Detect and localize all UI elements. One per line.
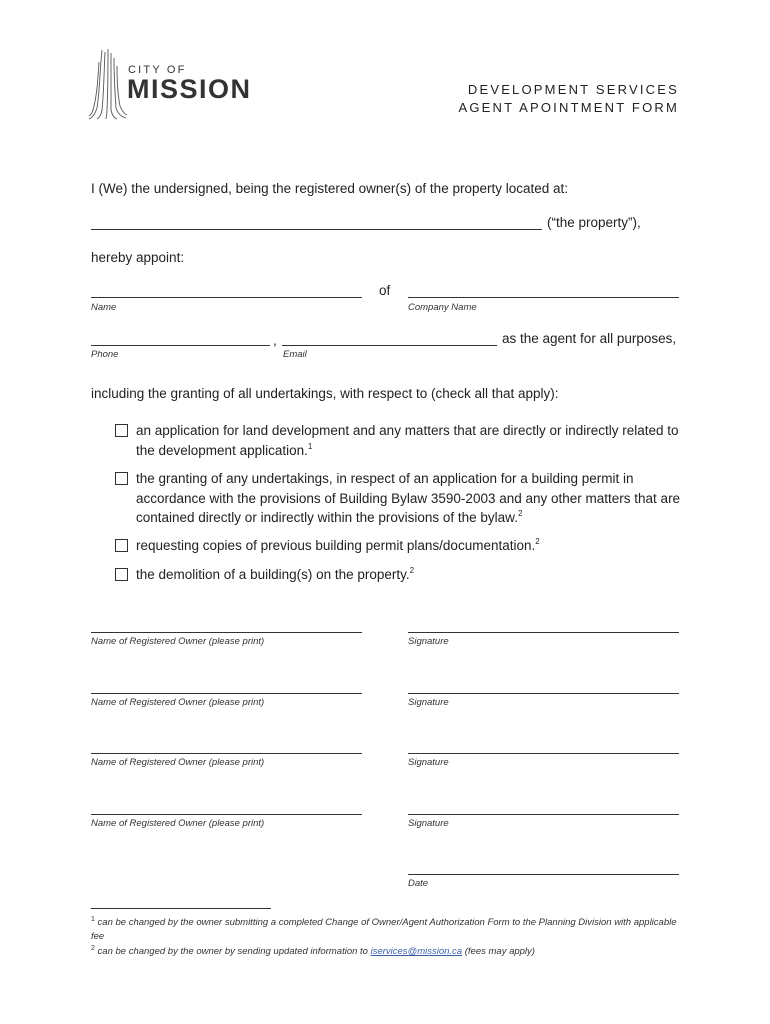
intro-text: I (We) the undersigned, being the registered owner(s) of the property located at: [91, 181, 569, 196]
owner-name-field-4[interactable] [91, 814, 362, 815]
signature-label-4: Signature [408, 818, 449, 829]
including-text: including the granting of all undertakings, with respect to (check all that apply): [91, 386, 559, 401]
checkbox-building-permit[interactable] [115, 472, 128, 485]
logo-city-of-text: CITY OF [128, 64, 187, 76]
email-label: Email [283, 349, 307, 360]
owner-name-field-2[interactable] [91, 693, 362, 694]
agent-name-field[interactable] [91, 297, 362, 298]
owner-name-label-1: Name of Registered Owner (please print) [91, 636, 265, 647]
phone-label: Phone [91, 349, 119, 360]
checkbox-land-development[interactable] [115, 424, 128, 437]
signature-field-4[interactable] [408, 814, 679, 815]
owner-name-field-1[interactable] [91, 632, 362, 633]
phone-field[interactable] [91, 345, 270, 346]
footnote-1: $^1$ can be changed by the owner submitting a completed Change of Owner/Agent Authorization Form to the Planning Division with applicable fee [91, 916, 677, 942]
header-department: DEVELOPMENT SERVICES [467, 82, 679, 97]
option-building-permit: the granting of any undertakings, in respect of an application for a building permit in accordance with the provisions of Building Bylaw 3590-2003 and any other matters that are contained directly or indirectly within the provisions of the bylaw.$^2$ [136, 471, 681, 525]
footnote-2: $^2$ can be changed by the owner by sending updated information to iservices@mission.ca (fees may apply) [91, 945, 535, 957]
of-text: of [379, 283, 391, 298]
footnote-divider [91, 908, 271, 909]
company-name-field[interactable] [408, 297, 679, 298]
hereby-appoint-text: hereby appoint: [91, 250, 185, 265]
header-form-title: AGENT APOINTMENT FORM [458, 100, 679, 115]
date-field[interactable] [408, 874, 679, 875]
date-label: Date [408, 878, 429, 889]
company-name-label: Company Name [408, 302, 477, 313]
checkbox-demolition[interactable] [115, 568, 128, 581]
email-field[interactable] [282, 345, 497, 346]
option-permit-plans: requesting copies of previous building permit plans/documentation.$^2$ [136, 537, 540, 553]
iservices-email-link[interactable]: iservices@mission.ca [370, 946, 463, 957]
option-demolition: the demolition of a building(s) on the property.$^2$ [136, 566, 415, 582]
checkbox-permit-plans[interactable] [115, 539, 128, 552]
logo-mission-text: MISSION [127, 74, 252, 104]
owner-name-label-3: Name of Registered Owner (please print) [91, 757, 265, 768]
signature-field-1[interactable] [408, 632, 679, 633]
city-tree-logo-icon [88, 48, 128, 120]
name-label: Name [91, 302, 117, 313]
signature-label-3: Signature [408, 757, 449, 768]
signature-label-2: Signature [408, 697, 449, 708]
property-address-field[interactable] [91, 229, 542, 230]
signature-field-3[interactable] [408, 753, 679, 754]
signature-label-1: Signature [408, 636, 449, 647]
signature-field-2[interactable] [408, 693, 679, 694]
owner-name-label-2: Name of Registered Owner (please print) [91, 697, 265, 708]
agent-purpose-text: as the agent for all purposes, [502, 331, 677, 346]
owner-name-label-4: Name of Registered Owner (please print) [91, 818, 265, 829]
property-suffix: (“the property”), [547, 215, 641, 230]
owner-name-field-3[interactable] [91, 753, 362, 754]
comma-text: , [273, 333, 277, 348]
option-land-development: an application for land development and any matters that are directly or indirectly related to the development application.$^1$ [136, 423, 679, 458]
